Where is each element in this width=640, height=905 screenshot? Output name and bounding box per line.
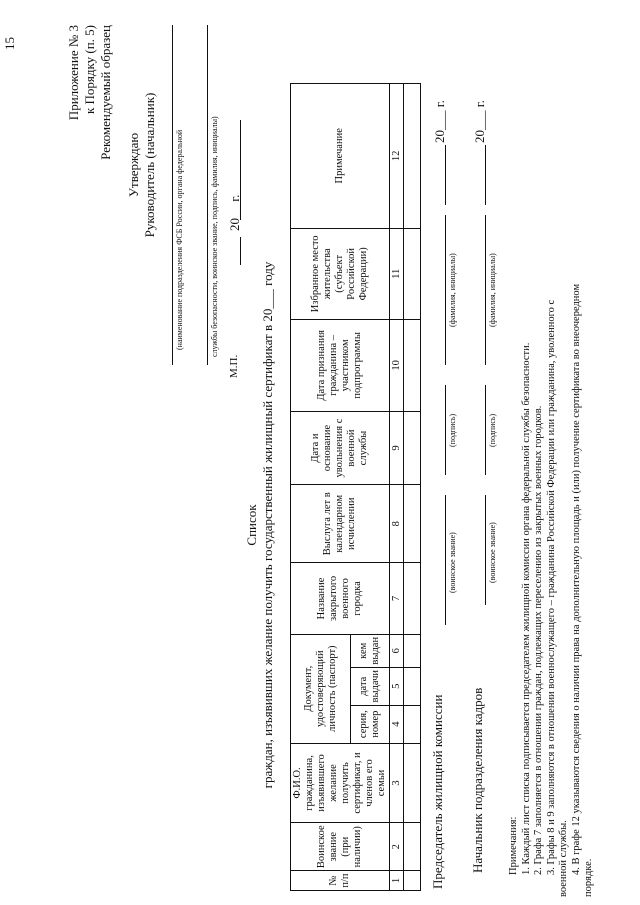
appendix-block xyxy=(66,25,114,205)
note-line: порядке. xyxy=(583,858,594,897)
approval-caption-2: службы безопасности, воинское звание, подпись, фамилия, инициалы) xyxy=(210,116,219,357)
column-number: 4 xyxy=(390,705,404,743)
header-dismissal: Дата и основание увольнения с военной службы xyxy=(291,411,390,485)
approval-line-1 xyxy=(172,25,173,365)
column-number: 2 xyxy=(390,823,404,871)
hr-date-line xyxy=(485,145,486,205)
list-title xyxy=(244,225,276,825)
hr-name-caption: (фамилия, инициалы) xyxy=(488,253,497,327)
hr-rank-caption: (воинское звание) xyxy=(488,522,497,583)
column-number: 11 xyxy=(390,228,404,319)
chair-name-line xyxy=(445,215,446,365)
header-participant-date: Дата признания гражданина – участником подпрограммы xyxy=(291,320,390,412)
approve-word: Утверждаю xyxy=(126,132,141,198)
note-line: военной службы. xyxy=(558,820,569,897)
header-note: Примечание xyxy=(291,84,390,229)
header-closed-town: Название закрытого военного городка xyxy=(291,563,390,635)
note-line: 3. Графы 8 и 9 заполняются в отношении военнослужащего – гражданина Российской Федерации или гражданина, уволенного с xyxy=(545,299,557,875)
appendix-title: Приложение № 3 xyxy=(66,25,81,121)
stamp-place-label: М.П. xyxy=(228,354,240,378)
citizens-table xyxy=(290,83,421,891)
header-issue-date: дата выдачи xyxy=(351,667,390,705)
column-number: 10 xyxy=(390,320,404,412)
page-number: 15 xyxy=(2,37,17,50)
hr-signature-caption: (подпись) xyxy=(488,413,497,447)
column-number: 6 xyxy=(390,634,404,667)
chair-rank-line xyxy=(445,495,446,625)
empty-data-row xyxy=(404,84,421,891)
header-series-number: серия, номер xyxy=(351,705,390,743)
note-line: 1. Каждый лист списка подписывается председателем жилищной комиссии органа федеральной службы безопасности. xyxy=(520,342,532,875)
sample-label: Рекомендуемый образец xyxy=(98,25,113,160)
header-residence: Избранное место жительства (субъект Российской Федерации) xyxy=(291,228,390,319)
column-number: 7 xyxy=(390,563,404,635)
hr-rank-line xyxy=(485,495,486,605)
column-number: 12 xyxy=(390,84,404,229)
hr-date: 20___ г. xyxy=(472,100,487,143)
list-title-main: Список xyxy=(244,504,259,546)
header-identity-document: Документ, удостоверяющий личность (паспорт) xyxy=(291,634,351,743)
chair-signature-caption: (подпись) xyxy=(448,413,457,447)
chair-date-line xyxy=(445,145,446,205)
commission-chair-label: Председатель жилищной комиссии xyxy=(430,694,445,889)
approver-title: Руководитель (начальник) xyxy=(142,92,157,238)
chair-name-caption: (фамилия, инициалы) xyxy=(448,253,457,327)
hr-signature-line xyxy=(485,385,486,475)
approval-caption-1: (наименование подразделения ФСБ России, органа федеральной xyxy=(175,129,184,350)
column-number: 3 xyxy=(390,743,404,823)
notes-block xyxy=(508,17,596,897)
list-title-sub: граждан, изъявивших желание получить государственный жилищный сертификат в 20___ году xyxy=(260,261,275,789)
notes-heading: Примечания: xyxy=(508,816,519,875)
approval-date: 20__ г. xyxy=(227,194,242,231)
note-line: 2. Графа 7 заполняется в отношении граждан, подлежащих переселению из закрытых военных городков. xyxy=(533,405,544,875)
column-number: 8 xyxy=(390,485,404,563)
note-line: 4. В графе 12 указываются сведения о наличии права на дополнительную площадь и (или) получение сертификата во внеочередном xyxy=(570,283,582,875)
column-number: 1 xyxy=(390,871,404,891)
appendix-reference: к Порядку (п. 5) xyxy=(82,25,97,115)
approval-heading xyxy=(126,25,158,305)
chair-date: 20___ г. xyxy=(432,100,447,143)
hr-head-label: Начальник подразделения кадров xyxy=(470,687,485,873)
header-issued-by: кем выдан xyxy=(351,634,390,667)
header-service-length: Выслуга лет в календарном исчислении xyxy=(291,485,390,563)
hr-name-line xyxy=(485,215,486,365)
chair-rank-caption: (воинское звание) xyxy=(448,532,457,593)
column-number: 9 xyxy=(390,411,404,485)
header-full-name: Ф.И.О. гражданина, изъявившего желание получить сертификат, и членов его семьи xyxy=(291,743,390,823)
header-number: № п/п xyxy=(291,871,390,891)
column-number-row xyxy=(390,84,404,891)
chair-signature-line xyxy=(445,385,446,475)
approval-line-2 xyxy=(207,25,208,365)
header-rank: Воинское звание (при наличии) xyxy=(291,823,390,871)
column-number: 5 xyxy=(390,667,404,705)
approval-day-line xyxy=(240,237,241,265)
